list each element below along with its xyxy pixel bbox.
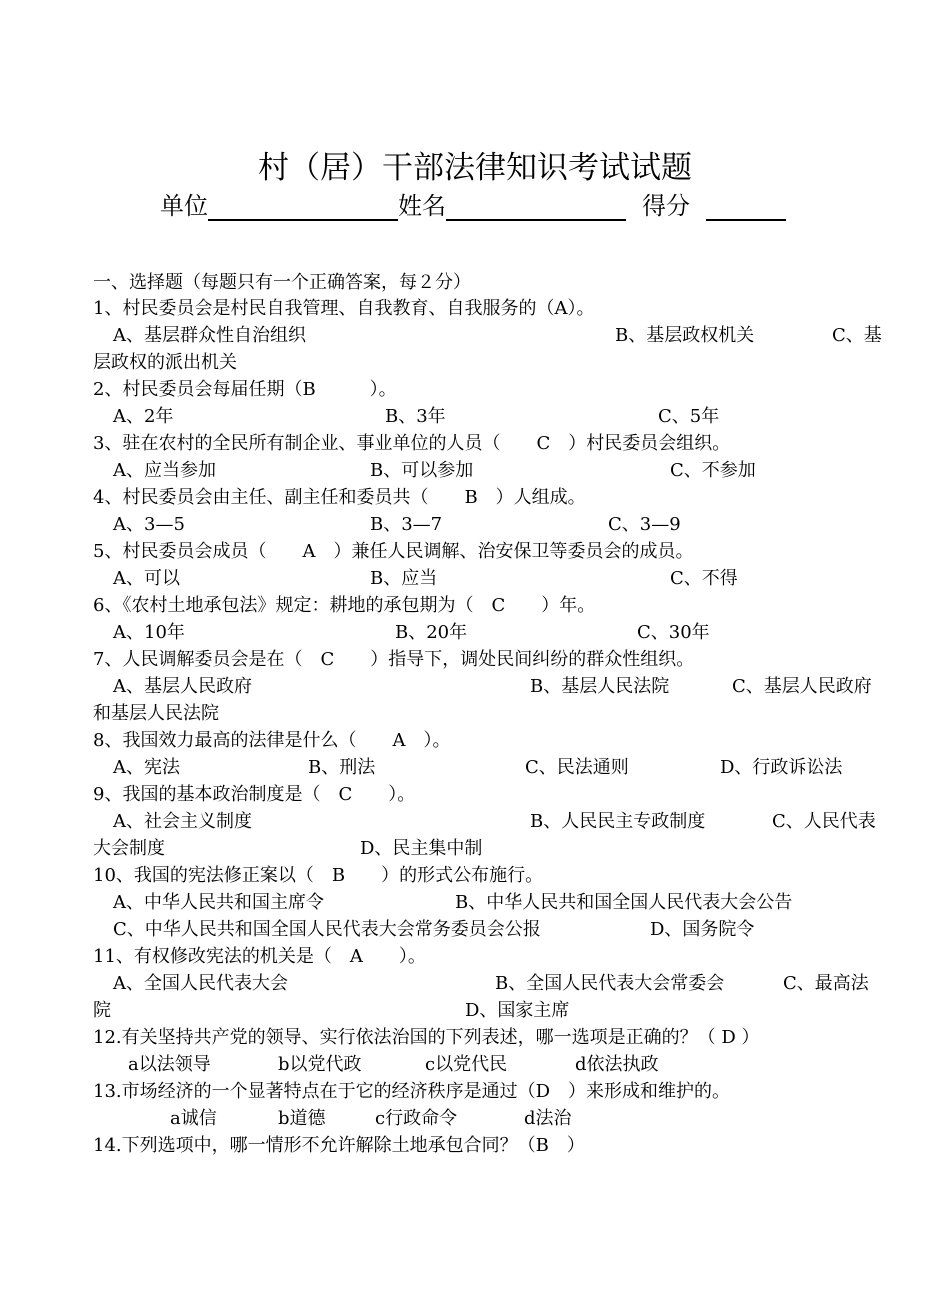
question-2-option-b: B、3年 [385, 406, 446, 427]
question-3-option-c: C、不参加 [670, 460, 756, 481]
question-13-option-c: c行政命令 [375, 1108, 458, 1129]
question-12-stem: 12.有关坚持共产党的领导、实行依法治国的下列表述，哪一选项是正确的？（ D ） [93, 1027, 760, 1048]
question-9-stem: 9、我国的基本政治制度是（ C ）。 [93, 784, 416, 805]
question-10-option-b: B、中华人民共和国全国人民代表大会公告 [455, 892, 793, 913]
question-12-option-d: d依法执政 [575, 1054, 659, 1075]
question-2-option-c: C、5年 [658, 406, 720, 427]
question-1-option-b: B、基层政权机关 [615, 325, 755, 346]
question-4-option-a: A、3—5 [113, 514, 185, 535]
score-blank [706, 193, 786, 221]
question-8-stem: 8、我国效力最高的法律是什么（ A ）。 [93, 730, 451, 751]
question-7-option-a: A、基层人民政府 [113, 676, 252, 697]
question-8-option-d: D、行政诉讼法 [720, 757, 843, 778]
question-3-stem: 3、驻在农村的全民所有制企业、事业单位的人员（ C ）村民委员会组织。 [93, 433, 731, 454]
question-7-option-c: C、基层人民政府 [732, 676, 872, 697]
question-10-option-c: C、中华人民共和国全国人民代表大会常务委员会公报 [113, 919, 541, 940]
question-12-option-b: b以党代政 [278, 1054, 362, 1075]
question-11-option-c-wrap: 院 [93, 1000, 111, 1021]
section-title: 一、选择题（每题只有一个正确答案，每２分） [93, 272, 471, 293]
question-4-option-c: C、3—9 [608, 514, 681, 535]
name-label: 姓名 [398, 192, 446, 220]
question-6-option-b: B、20年 [395, 622, 468, 643]
question-13-option-b: b道德 [278, 1108, 326, 1129]
question-6-stem: 6、《农村土地承包法》规定：耕地的承包期为（ C ）年。 [93, 595, 596, 616]
question-11-option-d: D、国家主席 [465, 1000, 570, 1021]
question-2-stem: 2、村民委员会每届任期（B ）。 [93, 379, 397, 400]
question-9-option-c-wrap: 大会制度 [93, 838, 165, 859]
question-7-option-b: B、基层人民法院 [530, 676, 670, 697]
page-title: 村（居）干部法律知识考试试题 [258, 150, 692, 186]
question-6-option-c: C、30年 [637, 622, 710, 643]
question-9-option-a: A、社会主义制度 [113, 811, 252, 832]
question-1-option-c: C、基 [832, 325, 882, 346]
question-3-option-a: A、应当参加 [113, 460, 216, 481]
question-9-option-b: B、人民民主专政制度 [530, 811, 706, 832]
question-13-option-d: d法治 [524, 1108, 572, 1129]
question-8-option-c: C、民法通则 [525, 757, 629, 778]
question-7-stem: 7、人民调解委员会是在（ C ）指导下，调处民间纠纷的群众性组织。 [93, 649, 695, 670]
name-blank [446, 193, 626, 221]
question-1-option-a: A、基层群众性自治组织 [113, 325, 306, 346]
question-13-option-a: a诚信 [170, 1108, 217, 1129]
question-7-option-c-wrap: 和基层人民法院 [93, 703, 219, 724]
unit-label: 单位 [160, 192, 208, 220]
question-9-option-c: C、人民代表 [772, 811, 876, 832]
exam-info-line [160, 186, 786, 221]
question-5-stem: 5、村民委员会成员（ A ）兼任人民调解、治安保卫等委员会的成员。 [93, 541, 694, 562]
question-10-option-d: D、国务院令 [650, 919, 755, 940]
question-5-option-b: B、应当 [370, 568, 438, 589]
question-11-stem: 11、有权修改宪法的机关是（ A ）。 [93, 946, 426, 967]
question-4-option-b: B、3—7 [370, 514, 443, 535]
question-1-stem: 1、村民委员会是村民自我管理、自我教育、自我服务的（A）。 [93, 298, 595, 319]
question-12-option-c: c以党代民 [425, 1054, 508, 1075]
question-5-option-c: C、不得 [670, 568, 738, 589]
question-8-option-b: B、刑法 [308, 757, 376, 778]
question-8-option-a: A、宪法 [113, 757, 180, 778]
question-11-option-c: C、最高法 [783, 973, 869, 994]
question-10-option-a: A、中华人民共和国主席令 [113, 892, 324, 913]
score-label: 得分 [642, 192, 690, 220]
question-5-option-a: A、可以 [113, 568, 180, 589]
unit-blank [208, 193, 398, 221]
question-13-stem: 13.市场经济的一个显著特点在于它的经济秩序是通过（D ）来形成和维护的。 [93, 1081, 731, 1102]
question-11-option-b: B、全国人民代表大会常委会 [495, 973, 725, 994]
question-10-stem: 10、我国的宪法修正案以（ B ）的形式公布施行。 [93, 865, 544, 886]
question-9-option-d: D、民主集中制 [360, 838, 483, 859]
question-1-option-c-wrap: 层政权的派出机关 [93, 352, 237, 373]
question-2-option-a: A、2年 [113, 406, 174, 427]
question-12-option-a: a以法领导 [128, 1054, 211, 1075]
question-3-option-b: B、可以参加 [370, 460, 474, 481]
question-14-stem: 14.下列选项中，哪一情形不允许解除土地承包合同？（B ） [93, 1135, 585, 1156]
question-6-option-a: A、10年 [113, 622, 185, 643]
question-4-stem: 4、村民委员会由主任、副主任和委员共（ B ）人组成。 [93, 487, 586, 508]
question-11-option-a: A、全国人民代表大会 [113, 973, 288, 994]
